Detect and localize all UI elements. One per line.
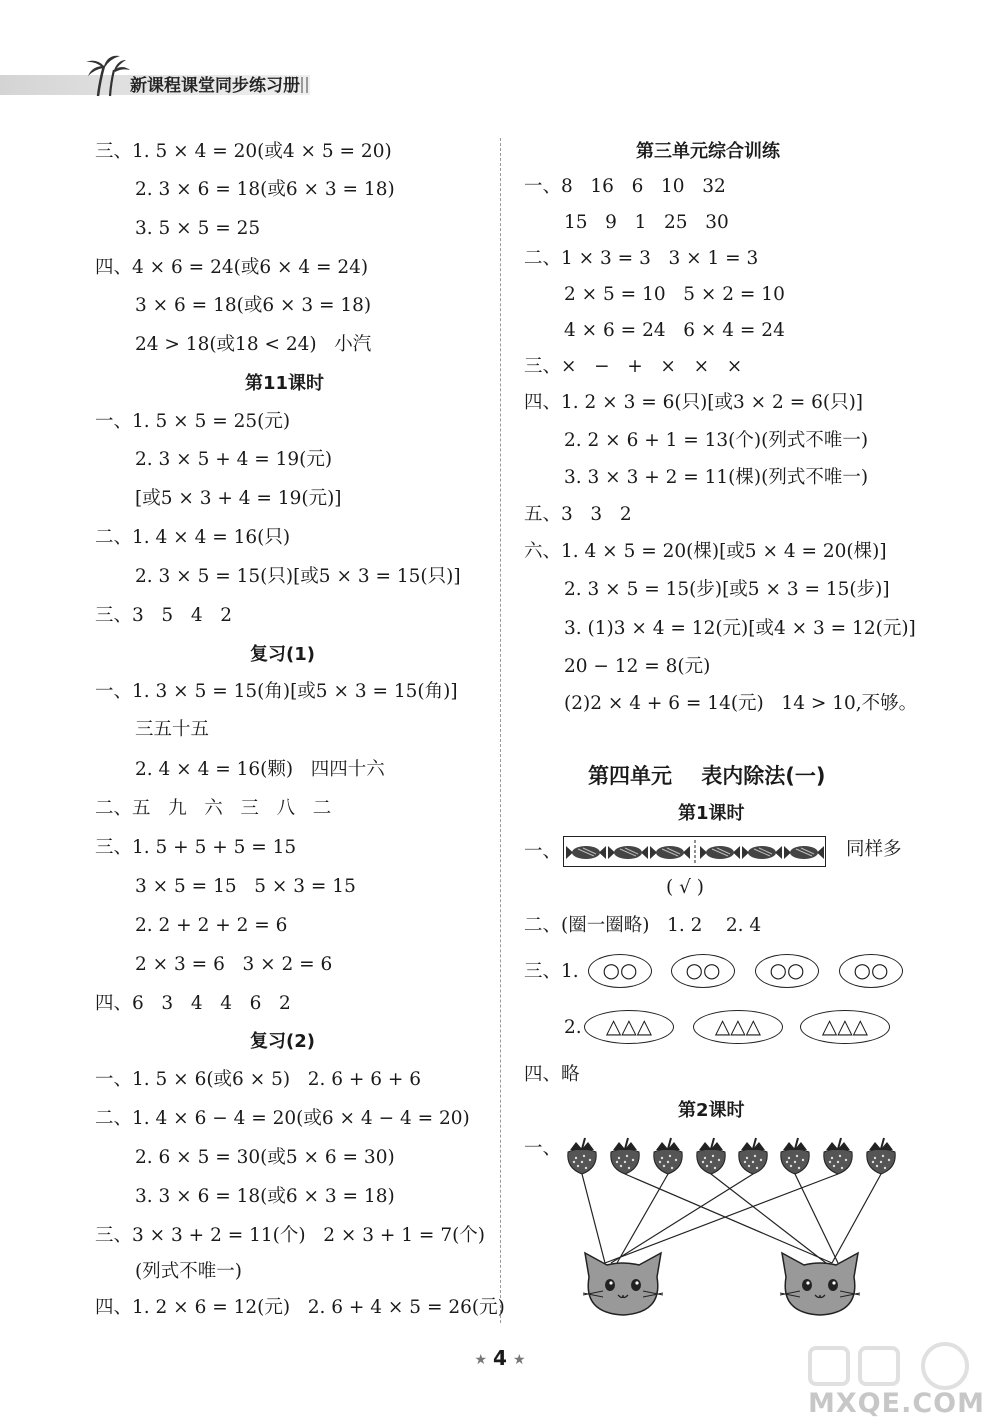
match-line <box>582 1174 605 1263</box>
book-title: 新课程课堂同步练习册 <box>130 76 300 96</box>
answer-line: 三、1. 5 + 5 + 5 = 15 <box>95 837 297 858</box>
answer-line: 2. 2 × 6 + 1 = 13(个)(列式不唯一) <box>564 430 869 451</box>
answer-line: 六、1. 4 × 5 = 20(棵)[或5 × 4 = 20(棵)] <box>524 541 887 562</box>
answer-line: 二、五 九 六 三 八 二 <box>95 798 332 819</box>
answer-line: 4 × 6 = 24 6 × 4 = 24 <box>564 320 785 341</box>
cat-face-icon <box>583 1253 663 1315</box>
answer-line: (2)2 × 4 + 6 = 14(元) 14 > 10,不够。 <box>564 693 918 714</box>
lesson-heading: 第2课时 <box>678 1100 745 1121</box>
review-heading: 复习(2) <box>250 1031 315 1052</box>
answer-line: 三五十五 <box>135 719 210 740</box>
strawberry-icon <box>824 1138 852 1174</box>
answer-line: 五、3 3 2 <box>524 504 632 525</box>
answer-line: 一、8 16 6 10 32 <box>524 176 726 197</box>
answer-line: 3. 5 × 5 = 25 <box>135 218 261 239</box>
answer-line: 2. 3 × 5 + 4 = 19(元) <box>135 449 333 470</box>
question-prefix: 一、 <box>524 841 562 862</box>
candy-icon <box>742 846 782 859</box>
answer-line: 3. (1)3 × 4 = 12(元)[或4 × 3 = 12(元)] <box>564 618 916 639</box>
answer-line: 24 > 18(或18 < 24) 小汽 <box>135 334 372 355</box>
answer-line: 四、1. 2 × 6 = 12(元) 2. 6 + 4 × 5 = 26(元) <box>95 1297 505 1318</box>
page-number: ★ 4 ★ <box>474 1346 526 1370</box>
triangle-group: △△△ <box>693 1010 783 1044</box>
circle-group: ○○ <box>839 954 903 988</box>
lesson-heading: 第11课时 <box>245 373 325 394</box>
unit-review-heading: 第三单元综合训练 <box>636 141 780 162</box>
match-line <box>832 1174 881 1263</box>
watermark-text: MXQE.COM <box>808 1388 985 1419</box>
answer-line: 3. 3 × 3 + 2 = 11(棵)(列式不唯一) <box>564 467 869 488</box>
palm-tree-icon <box>78 50 132 98</box>
answer-line: 一、1. 3 × 5 = 15(角)[或5 × 3 = 15(角)] <box>95 681 458 702</box>
matching-diagram <box>545 1128 905 1323</box>
answer-line: 四、4 × 6 = 24(或6 × 4 = 24) <box>95 257 369 278</box>
answer-line: 三、3 5 4 2 <box>95 605 233 626</box>
candy-icon <box>608 846 648 859</box>
answer-line: 3. 3 × 6 = 18(或6 × 3 = 18) <box>135 1186 395 1207</box>
strawberry-icon <box>867 1138 895 1174</box>
answer-line: 2 × 3 = 6 3 × 2 = 6 <box>135 954 333 975</box>
strawberry-icon <box>739 1138 767 1174</box>
answer-line: 2. 3 × 6 = 18(或6 × 3 = 18) <box>135 179 395 200</box>
answer-line: 二、1. 4 × 4 = 16(只) <box>95 527 291 548</box>
title-decoration <box>301 77 311 97</box>
answer-line: 一、1. 5 × 5 = 25(元) <box>95 411 291 432</box>
answer-line: 20 − 12 = 8(元) <box>564 656 711 677</box>
circle-group: ○○ <box>755 954 819 988</box>
answer-line: 二、1. 4 × 6 − 4 = 20(或6 × 4 − 4 = 20) <box>95 1108 470 1129</box>
unit-heading: 第四单元 表内除法(一) <box>588 764 826 788</box>
answer-line: 二、1 × 3 = 3 3 × 1 = 3 <box>524 248 759 269</box>
strawberry-icon <box>611 1138 639 1174</box>
answer-line: 2. 4 × 4 = 16(颗) 四四十六 <box>135 759 385 780</box>
lesson-heading: 第1课时 <box>678 803 745 824</box>
question-prefix: 一、 <box>524 1138 562 1159</box>
match-line <box>611 1174 753 1263</box>
check-answer: ( √ ) <box>666 877 704 898</box>
answer-line: 2. 3 × 5 = 15(只)[或5 × 3 = 15(只)] <box>135 566 461 587</box>
column-divider <box>500 138 501 1323</box>
match-line <box>605 1174 838 1263</box>
star-icon: ★ <box>512 1351 526 1368</box>
answer-line: 3 × 6 = 18(或6 × 3 = 18) <box>135 295 372 316</box>
match-line <box>617 1174 668 1263</box>
strawberry-icon <box>654 1138 682 1174</box>
answer-line: 四、1. 2 × 3 = 6(只)[或3 × 2 = 6(只)] <box>524 392 864 413</box>
answer-line: 2. 3 × 5 = 15(步)[或5 × 3 = 15(步)] <box>564 579 890 600</box>
strawberry-icon <box>781 1138 809 1174</box>
answer-line: 四、略 <box>524 1064 580 1085</box>
answer-line: 2. 2 + 2 + 2 = 6 <box>135 915 288 936</box>
answer-line: 2. 6 × 5 = 30(或5 × 6 = 30) <box>135 1147 395 1168</box>
answer-line: 15 9 1 25 30 <box>564 212 729 233</box>
candy-icon <box>566 846 606 859</box>
answer-line: 四、6 3 4 4 6 2 <box>95 993 291 1014</box>
strawberry-icon <box>568 1138 596 1174</box>
answer-line: 一、1. 5 × 6(或6 × 5) 2. 6 + 6 + 6 <box>95 1069 422 1090</box>
answer-line: 2 × 5 = 10 5 × 2 = 10 <box>564 284 785 305</box>
answer-line: 三、3 × 3 + 2 = 11(个) 2 × 3 + 1 = 7(个) <box>95 1225 486 1246</box>
answer-line: 三、× − + × × × <box>524 356 743 377</box>
candy-icon <box>650 846 690 859</box>
star-icon: ★ <box>474 1351 488 1368</box>
same-amount-label: 同样多 <box>846 839 902 860</box>
answer-line: [或5 × 3 + 4 = 19(元)] <box>135 488 342 509</box>
answer-line: (列式不唯一) <box>135 1261 242 1282</box>
strawberry-icon <box>697 1138 725 1174</box>
triangle-group: △△△ <box>584 1010 674 1044</box>
answer-line: 3 × 5 = 15 5 × 3 = 15 <box>135 876 356 897</box>
question-prefix: 2. <box>564 1017 582 1038</box>
circle-group: ○○ <box>671 954 735 988</box>
circle-group: ○○ <box>588 954 652 988</box>
cat-face-icon <box>780 1253 860 1315</box>
question-prefix: 三、1. <box>524 961 579 982</box>
candy-icon <box>700 846 740 859</box>
candy-grouping-box <box>563 836 826 867</box>
candy-icon <box>784 846 824 859</box>
answer-line: 三、1. 5 × 4 = 20(或4 × 5 = 20) <box>95 141 392 162</box>
review-heading: 复习(1) <box>250 644 315 665</box>
answer-line: 二、(圈一圈略) 1. 2 2. 4 <box>524 915 762 936</box>
triangle-group: △△△ <box>800 1010 890 1044</box>
